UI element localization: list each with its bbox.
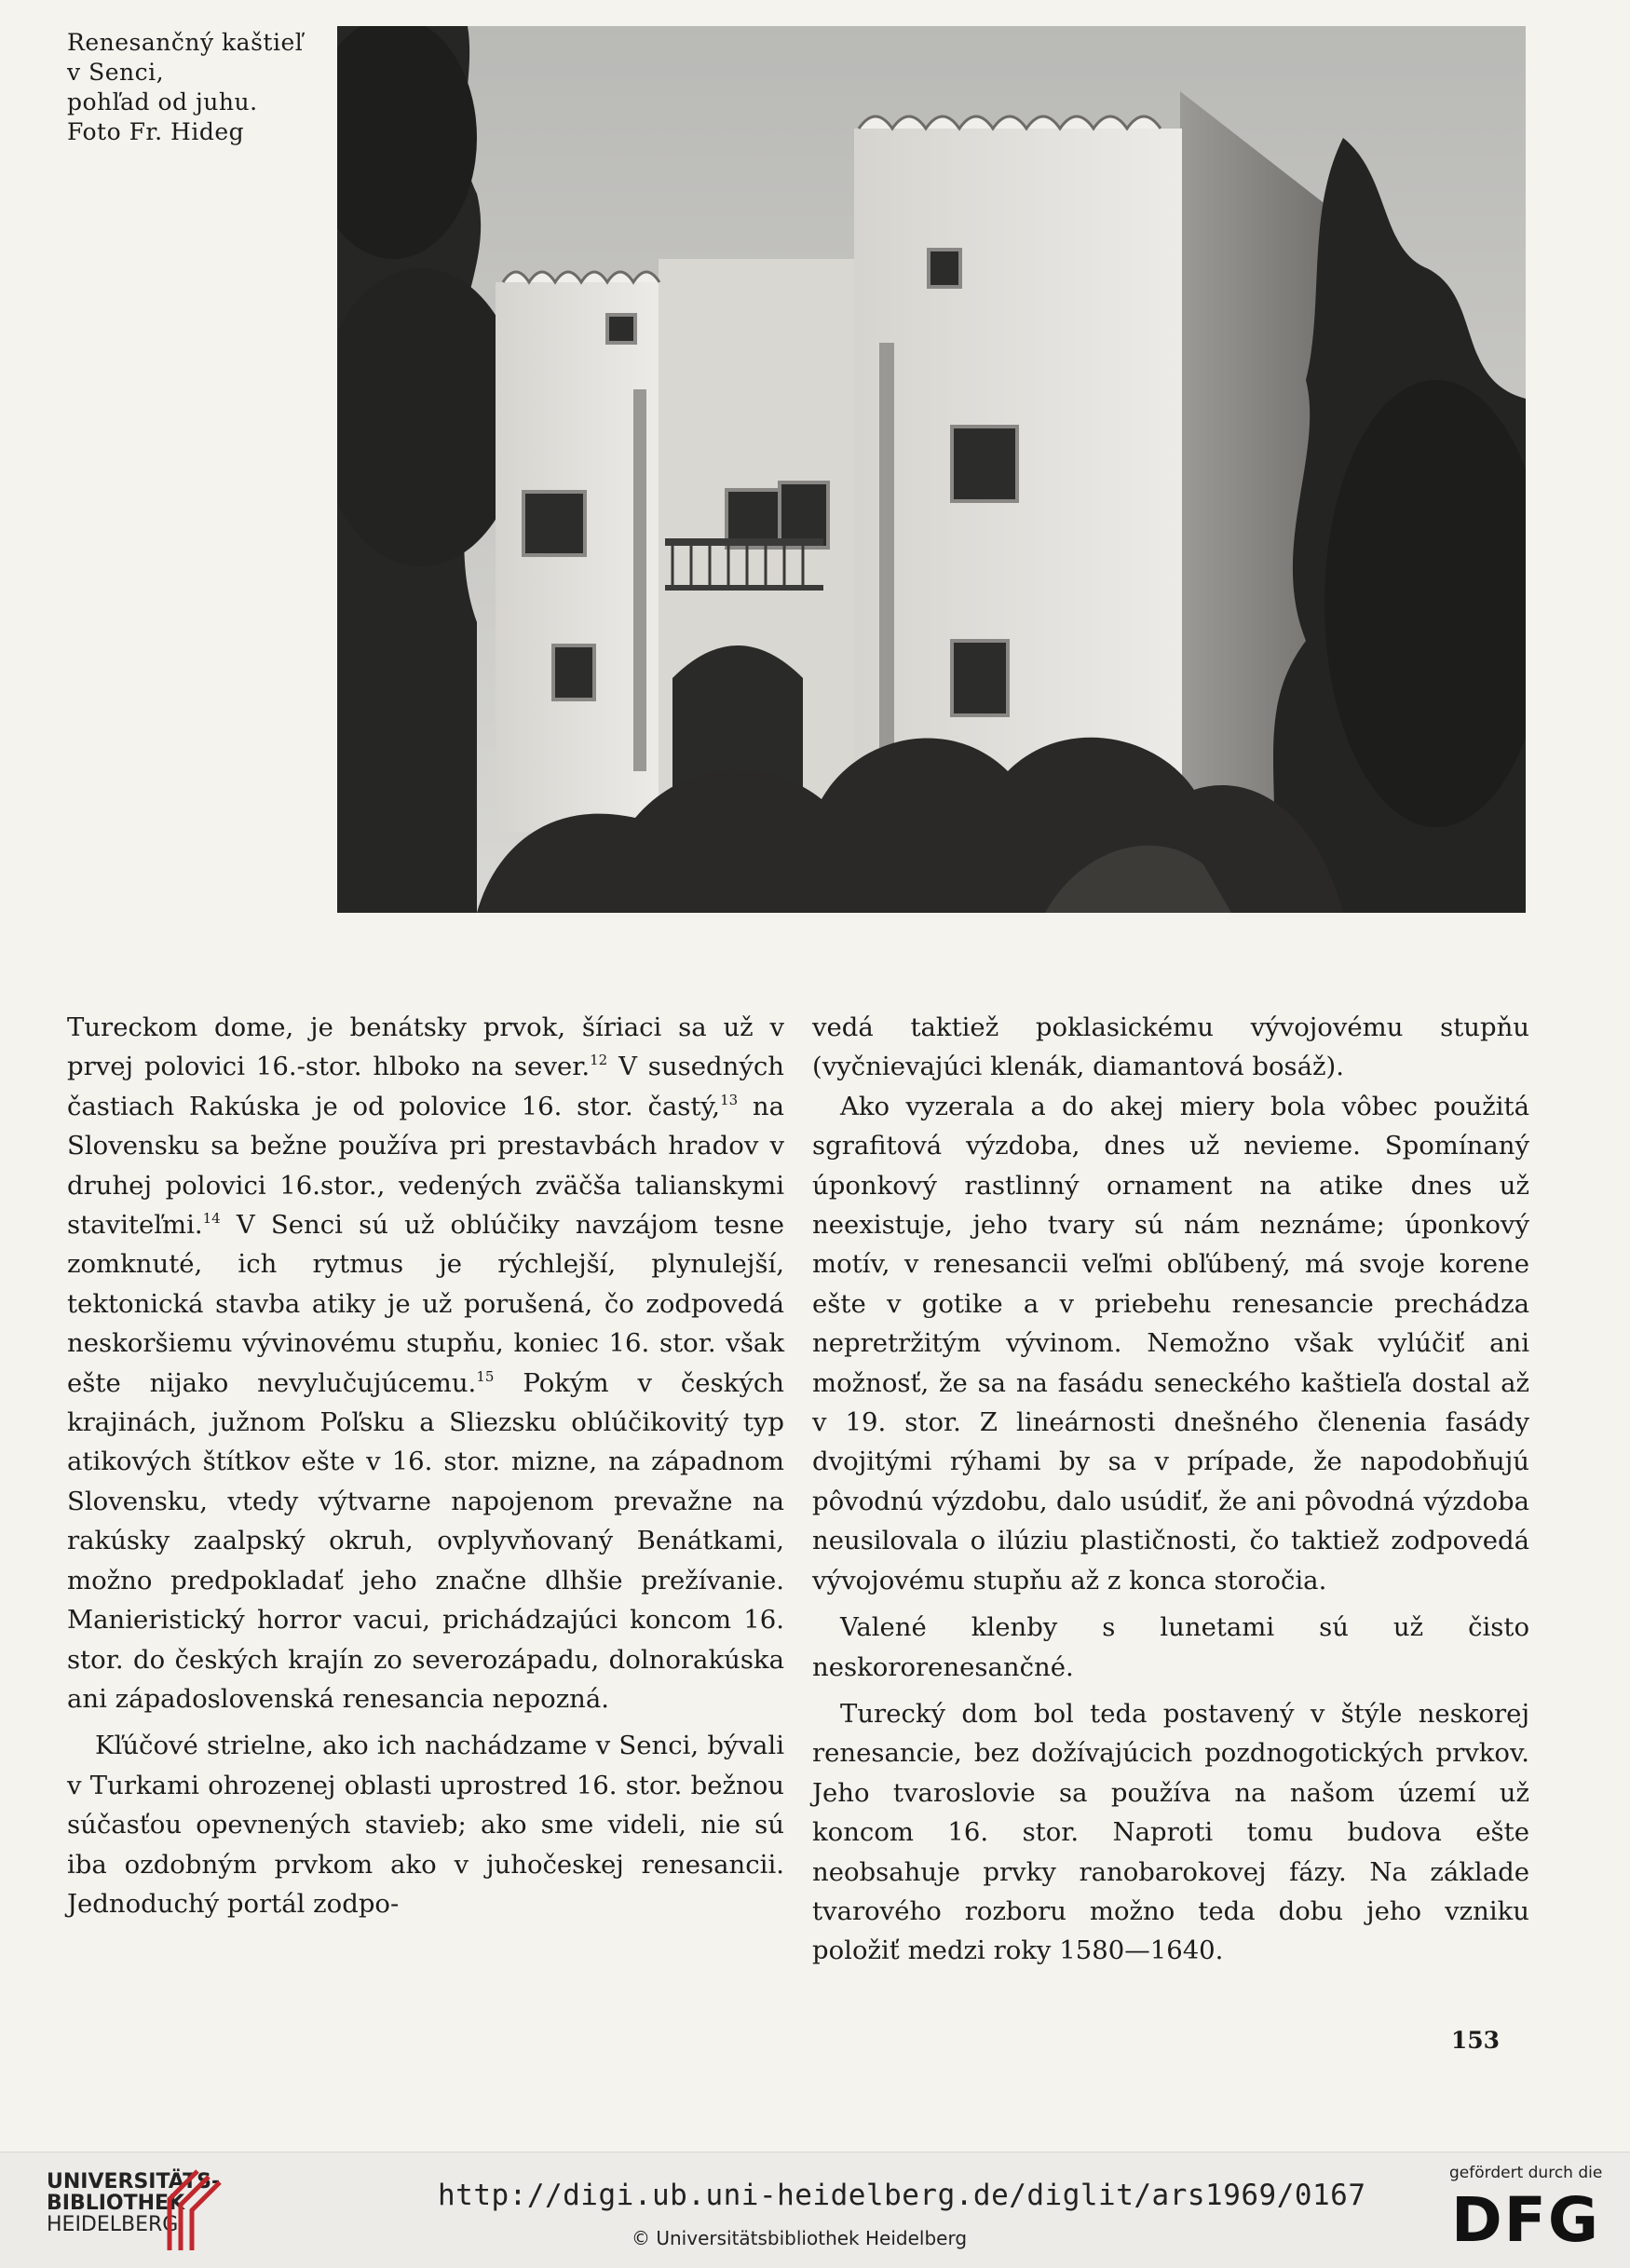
paragraph (67, 1008, 784, 1718)
manor-house-image (337, 26, 1526, 913)
paragraph: Turecký dom bol teda postavený v štýle neskorej renesancie, bez dožívajúcich pozdnogotických prvkov. Jeho tvaroslovie sa používa na našom území už koncom 16. stor. Naproti tomu budova ešte neobsahuje prvky ranobarokovej fázy. Na základe tvarového rozboru možno teda dobu jeho vzniku položiť medzi roky 1580—1640. (812, 1698, 1529, 1966)
left-text-column (67, 1008, 784, 1923)
footnote-ref: 13 (720, 1091, 739, 1108)
library-name-line: BIBLIOTHEK (47, 2192, 185, 2215)
text-run: Pokým v českých krajinách, južnom Poľsku a Sliezsku oblúčikovitý typ atikových štítkov ešte v 16. stor. mizne, na západnom Slovensku, vtedy výtvarne napojenom prevažne na rakúsky zaalpský okruh, ovplyvňovaný Benátkami, možno predpokladať jeho značne dlhšie prežívanie. Manieristický horror vacui, prichádzajúci koncom 16. stor. do českých krajín zo severozápadu, dolnorakúska ani západoslovenská renesancia nepozná. (67, 1367, 784, 1714)
text-run: Tureckom dome, je benátsky prvok, šíriaci sa už v prvej polovici 16.-stor. hlboko na sever. (67, 1012, 784, 1082)
text-run: V Senci sú už oblúčiky navzájom tesne zomknuté, ich rytmus je rýchlejší, plynulejší, tektonická stavba atiky je už porušená, čo zodpovedá neskoršiemu vývinovému stupňu, koniec 16. stor. však ešte nijako nevylučujúcemu. (67, 1210, 784, 1398)
caption-line: v Senci, (67, 59, 165, 86)
paragraph: Valené klenby s lunetami sú už čisto neskororenesančné. (812, 1612, 1529, 1682)
library-name-line: UNIVERSITÄTS- (47, 2170, 221, 2193)
funder-label: gefördert durch die (1449, 2164, 1603, 2182)
dfg-logo[interactable]: DFG (1451, 2184, 1601, 2256)
text-run: V susedných častiach Rakúska je od polovice 16. stor. častý, (67, 1052, 784, 1121)
source-url-link[interactable]: http://digi.ub.uni-heidelberg.de/diglit/ars1969/0167 (438, 2179, 1366, 2212)
right-text-column (812, 1008, 1529, 1971)
footnote-ref: 15 (476, 1367, 495, 1385)
caption-line: Renesančný kaštieľ (67, 29, 304, 56)
paragraph: vedá taktiež poklasickému vývojovému stupňu (vyčnievajúci klenák, diamantová bosáž). (812, 1012, 1529, 1082)
library-logo-icon[interactable] (160, 2162, 225, 2255)
paragraph: Ako vyzerala a do akej miery bola vôbec použitá sgrafitová výzdoba, dnes už nevieme. Spomínaný úponkový rastlinný ornament na atike dnes už neexistuje, jeho tvary sú nám neznáme; úponkový motív, v renesancii veľmi obľúbený, má svoje korene ešte v gotike a v priebehu renesancie prechádza nepretržitým vývinom. Nemožno však vylúčiť ani možnosť, že sa na fasádu seneckého kaštieľa dostal až v 19. stor. Z lineárnosti dnešného členenia fasády dvojitými rýhami by sa v prípade, že napodobňujú pôvodnú výzdobu, dalo usúdiť, že ani pôvodná výzdoba neusilovala o ilúziu plastičnosti, čo taktiež zodpovedá vývojovému stupňu až z konca storočia. (812, 1091, 1529, 1596)
paragraph: Kľúčové strielne, ako ich nachádzame v Senci, bývali v Turkami ohrozenej oblasti uprostred 16. stor. bežnou súčasťou opevnených stavieb; ako sme videli, nie sú iba ozdobným prvkom ako v juhočeskej renesancii. Jednoduchý portál zodpo- (67, 1731, 784, 1919)
copyright-notice: © Universitätsbibliothek Heidelberg (632, 2227, 968, 2249)
photo-caption (67, 28, 328, 147)
manor-photograph (337, 26, 1526, 913)
caption-line: Foto Fr. Hideg (67, 118, 245, 145)
library-name-line: HEIDELBERG (47, 2213, 179, 2236)
footnote-ref: 14 (202, 1210, 221, 1228)
text-run: na Slovensku sa bežne používa pri prestavbách hradov v druhej polovici 16.stor., vedených zväčša talianskymi staviteľmi. (67, 1091, 784, 1241)
caption-line: pohľad od juhu. (67, 88, 258, 115)
page-number: 153 (1450, 2027, 1500, 2054)
footnote-ref: 12 (590, 1052, 608, 1069)
footer-bar (0, 2152, 1630, 2268)
